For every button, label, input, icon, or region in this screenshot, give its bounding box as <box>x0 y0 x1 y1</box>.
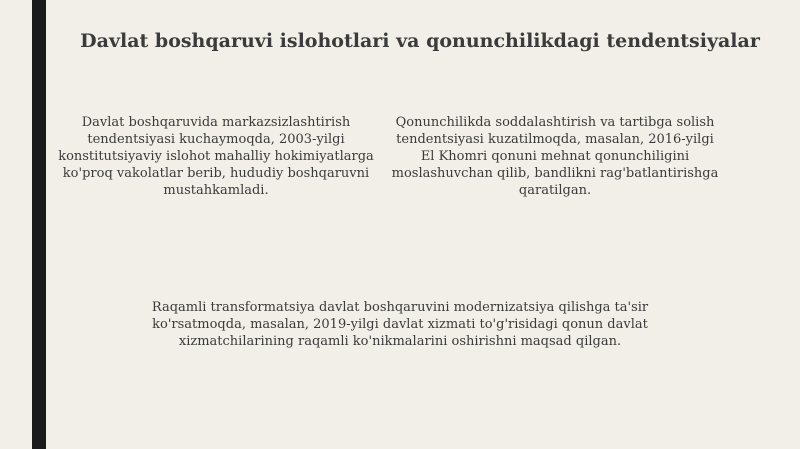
paragraph-digital-transformation: Raqamli transformatsiya davlat boshqaruvini modernizatsiya qilishga ta'sir ko'rsatmoqda, masalan, 2019-yilgi davlat xizmati to'g'risidagi qonun davlat xizmatchilarining raqamli ko'nikmalarini oshirishni maqsad qilgan. <box>151 300 649 349</box>
paragraph-legislation-simplification: Qonunchilikda soddalashtirish va tartibga solish tendentsiyasi kuzatilmoqda, masalan, 2016-yilgi El Khomri qonuni mehnat qonunchiligini moslashuvchan qilib, bandlikni rag'batlantirishga qaratilgan. <box>391 115 719 198</box>
left-accent-bar <box>32 0 46 449</box>
slide-title: Davlat boshqaruvi islohotlari va qonunchilikdagi tendentsiyalar <box>80 30 760 52</box>
paragraph-decentralization: Davlat boshqaruvida markazsizlashtirish tendentsiyasi kuchaymoqda, 2003-yilgi konstitutsiyaviy islohot mahalliy hokimiyatlarga ko'proq vakolatlar berib, hududiy boshqaruvni mustahkamladi. <box>58 115 374 198</box>
